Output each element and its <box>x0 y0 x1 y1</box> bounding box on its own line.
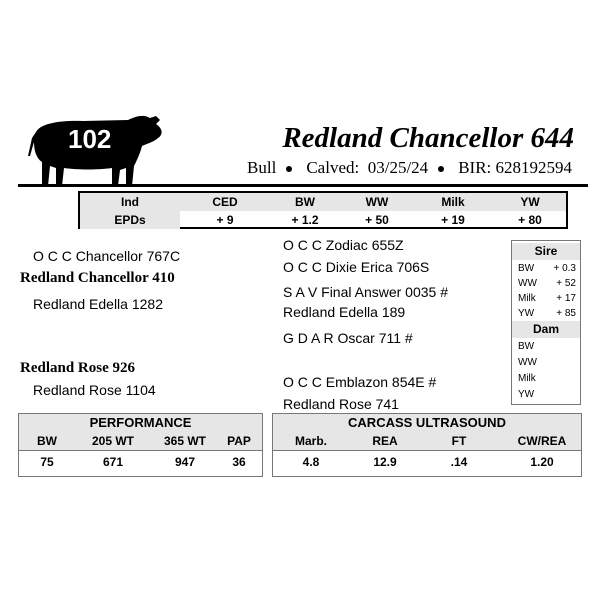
perf-val-bw: 75 <box>40 455 54 469</box>
epd-val-yw: + 80 <box>518 213 542 227</box>
carcass-title: CARCASS ULTRASOUND <box>273 414 581 432</box>
carcass-val-cwrea: 1.20 <box>530 455 554 469</box>
pedigree-dam: Redland Rose 926 <box>20 360 136 376</box>
sire-dam-epd-box <box>511 240 581 405</box>
calved-label: Calved: <box>306 158 360 177</box>
sire-row-bw: BW + 0.3 <box>518 263 576 274</box>
sire-box-title: Sire <box>512 243 580 260</box>
bir-number: 628192594 <box>495 158 572 177</box>
pedigree-sire-dam-dam: Redland Edella 189 <box>283 304 406 320</box>
perf-col-bw: BW <box>37 434 57 448</box>
pedigree-sire-dam: Redland Edella 1282 <box>33 296 163 312</box>
epd-row-label-epds: EPDs <box>114 213 146 227</box>
calved-date: 03/25/24 <box>367 158 429 177</box>
epd-col-milk: Milk <box>441 195 465 209</box>
pedigree-dam-dam-sire: O C C Emblazon 854E # <box>283 374 437 390</box>
performance-table <box>18 413 263 477</box>
pedigree-dam-dam: Redland Rose 1104 <box>33 382 156 398</box>
epd-col-ced: CED <box>212 195 238 209</box>
perf-val-205wt: 671 <box>102 455 124 469</box>
pedigree-sire-sire-sire: O C C Zodiac 655Z <box>283 237 404 253</box>
carcass-val-rea: 12.9 <box>373 455 397 469</box>
epd-val-milk: + 19 <box>441 213 465 227</box>
pedigree-dam-dam-dam: Redland Rose 741 <box>283 396 399 412</box>
lot-number: 102 <box>68 124 112 154</box>
bir-label: BIR: <box>458 158 492 177</box>
epd-val-ww: + 50 <box>365 213 389 227</box>
dam-box-title: Dam <box>512 321 580 338</box>
epd-table <box>78 191 568 229</box>
performance-title: PERFORMANCE <box>19 414 262 432</box>
epd-row-label-ind: Ind <box>121 195 139 209</box>
carcass-col-marb: Marb. <box>294 434 327 448</box>
epd-col-ww: WW <box>365 195 389 209</box>
pedigree-sire: Redland Chancellor 410 <box>20 270 175 286</box>
carcass-col-cwrea: CW/REA <box>517 434 567 448</box>
perf-col-pap: PAP <box>227 434 251 448</box>
pedigree-dam-sire-sire: G D A R Oscar 711 # <box>283 330 413 346</box>
perf-col-205wt: 205 WT <box>91 434 134 448</box>
header-divider <box>18 184 588 187</box>
carcass-val-marb: 4.8 <box>302 455 320 469</box>
carcass-col-ft: FT <box>451 434 467 448</box>
sex-text: Bull <box>247 158 277 177</box>
epd-col-yw: YW <box>520 195 540 209</box>
perf-val-365wt: 947 <box>174 455 196 469</box>
pedigree-sire-sire: O C C Chancellor 767C <box>33 248 181 264</box>
animal-name: Redland Chancellor 644 <box>282 122 574 154</box>
sire-row-yw: YW + 85 <box>518 308 576 319</box>
epd-val-bw: + 1.2 <box>291 213 319 227</box>
dam-row-bw: BW <box>518 341 535 352</box>
pedigree-sire-sire-dam: O C C Dixie Erica 706S <box>283 259 430 275</box>
perf-val-pap: 36 <box>232 455 246 469</box>
sire-row-milk: Milk + 17 <box>518 293 576 304</box>
dam-row-ww: WW <box>518 357 537 368</box>
bullet-icon <box>286 166 292 172</box>
carcass-ultrasound-table <box>272 413 582 477</box>
carcass-col-rea: REA <box>372 434 398 448</box>
epd-col-bw: BW <box>295 195 315 209</box>
epd-val-ced: + 9 <box>216 213 234 227</box>
animal-sub-info <box>0 158 572 178</box>
pedigree-sire-dam-sire: S A V Final Answer 0035 # <box>283 284 448 300</box>
dam-row-yw: YW <box>518 389 535 400</box>
perf-col-365wt: 365 WT <box>163 434 206 448</box>
sire-row-ww: WW + 52 <box>518 278 576 289</box>
dam-row-milk: Milk <box>518 373 536 384</box>
carcass-val-ft: .14 <box>450 455 468 469</box>
bullet-icon <box>438 166 444 172</box>
